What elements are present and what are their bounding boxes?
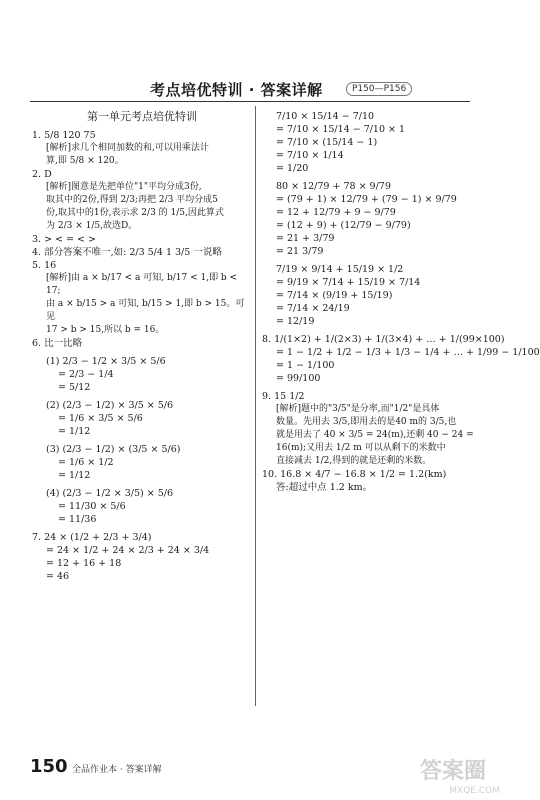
math-line: = 12 + 16 + 18 bbox=[46, 558, 122, 569]
math-line: = 1/6 × 3/5 × 5/6 bbox=[58, 413, 143, 424]
explanation-line: [解析]图意是先把单位"1"平均分成3份, bbox=[46, 182, 202, 192]
page-number: 150 bbox=[30, 756, 68, 777]
math-line: = 1/20 bbox=[276, 163, 309, 174]
answer-line: 10. 16.8 × 4/7 − 16.8 × 1/2 = 1.2(km) bbox=[262, 469, 447, 480]
math-line: = 7/10 × (15/14 − 1) bbox=[276, 137, 378, 148]
math-line: = 12 + 12/79 + 9 − 9/79 bbox=[276, 207, 396, 218]
answer-line: 7. 24 × (1/2 + 2/3 + 3/4) bbox=[32, 532, 152, 543]
explanation-line: 17 > b > 15,所以 b = 16。 bbox=[46, 325, 165, 335]
math-line: = (79 + 1) × 12/79 + (79 − 1) × 9/79 bbox=[276, 194, 457, 205]
explanation-line: [解析]由 a × b/17 < a 可知, b/17 < 1,即 b < 17; bbox=[46, 273, 238, 296]
page-header bbox=[0, 0, 500, 112]
header-title: 考点培优特训 · 答案详解 bbox=[150, 81, 323, 99]
math-line: 80 × 12/79 + 78 × 9/79 bbox=[276, 181, 391, 192]
math-line: = 7/10 × 1/14 bbox=[276, 150, 344, 161]
math-line: = 21 3/79 bbox=[276, 246, 324, 257]
math-line: = 99/100 bbox=[276, 373, 321, 384]
answer-line: 1. 5/8 120 75 bbox=[32, 130, 96, 141]
explanation-line: 为 2/3 × 1/5,故选D。 bbox=[46, 221, 138, 231]
math-line: 7/10 × 15/14 − 7/10 bbox=[276, 111, 375, 122]
explanation-line: 16(m);又用去 1/2 m 可以从剩下的米数中 bbox=[276, 443, 446, 453]
math-line: = 11/30 × 5/6 bbox=[58, 501, 126, 512]
math-line: = 12/19 bbox=[276, 316, 315, 327]
header-page-range: P150—P156 bbox=[346, 82, 412, 96]
answer-line: 2. D bbox=[32, 169, 52, 180]
math-line: = 1 − 1/2 + 1/2 − 1/3 + 1/3 − 1/4 + … + 1/99 − 1/100 bbox=[276, 347, 540, 358]
math-line: = (12 + 9) + (12/79 − 9/79) bbox=[276, 220, 411, 231]
math-line: = 5/12 bbox=[58, 382, 91, 393]
math-line: (1) 2/3 − 1/2 × 3/5 × 5/6 bbox=[46, 356, 166, 367]
watermark-url: MXQE.COM bbox=[449, 786, 500, 796]
explanation-line: 份,取其中的1份,表示求 2/3 的 1/5,因此算式 bbox=[46, 208, 224, 218]
explanation-line: [解析]题中的"3/5"是分率,而"1/2"是具体 bbox=[276, 404, 440, 414]
math-line: = 7/10 × 15/14 − 7/10 × 1 bbox=[276, 124, 406, 135]
math-line: 7/19 × 9/14 + 15/19 × 1/2 bbox=[276, 264, 404, 275]
right-column bbox=[262, 110, 540, 494]
math-line: (4) (2/3 − 1/2 × 3/5) × 5/6 bbox=[46, 488, 174, 499]
left-column bbox=[32, 110, 252, 583]
explanation-line: 由 a × b/15 > a 可知, b/15 > 1,即 b > 15。可见 bbox=[46, 299, 245, 322]
explanation-line: 直接减去 1/2,得到的就是还剩的米数。 bbox=[276, 456, 432, 466]
answer-line: 8. 1/(1×2) + 1/(2×3) + 1/(3×4) + … + 1/(99×100) bbox=[262, 334, 505, 345]
header-rule bbox=[30, 101, 470, 102]
explanation-line: 取其中的2份,得到 2/3;再把 2/3 平均分成5 bbox=[46, 195, 218, 205]
math-line: = 9/19 × 7/14 + 15/19 × 7/14 bbox=[276, 277, 421, 288]
math-line: (2) (2/3 − 1/2) × 3/5 × 5/6 bbox=[46, 400, 174, 411]
math-line: = 1/12 bbox=[58, 426, 91, 437]
answer-line: 5. 16 bbox=[32, 260, 57, 271]
watermark-logo: 答案圈 bbox=[420, 759, 487, 784]
explanation-line: 数量。先用去 3/5,即用去的是40 m的 3/5,也 bbox=[276, 417, 457, 427]
math-line: = 1/12 bbox=[58, 470, 91, 481]
math-line: = 1/6 × 1/2 bbox=[58, 457, 114, 468]
math-line: = 46 bbox=[46, 571, 70, 582]
answer-line: 答:超过中点 1.2 km。 bbox=[276, 482, 373, 493]
explanation-line: [解析]求几个相同加数的和,可以用乘法计 bbox=[46, 143, 209, 153]
answer-line: 4. 部分答案不唯一,如: 2/3 5/4 1 3/5 一说略 bbox=[32, 247, 222, 258]
explanation-line: 就是用去了 40 × 3/5 = 24(m),还剩 40 − 24 = bbox=[276, 430, 474, 440]
page-footer bbox=[30, 756, 470, 780]
math-line: (3) (2/3 − 1/2) × (3/5 × 5/6) bbox=[46, 444, 181, 455]
section-title: 第一单元考点培优特训 bbox=[87, 110, 197, 123]
math-line: = 2/3 − 1/4 bbox=[58, 369, 114, 380]
math-line: = 7/14 × (9/19 + 15/19) bbox=[276, 290, 393, 301]
column-divider bbox=[255, 106, 256, 706]
math-line: = 21 + 3/79 bbox=[276, 233, 335, 244]
math-line: = 24 × 1/2 + 24 × 2/3 + 24 × 3/4 bbox=[46, 545, 210, 556]
footer-text: 全品作业本 · 答案详解 bbox=[72, 765, 162, 775]
answer-line: 6. 比一比略 bbox=[32, 338, 83, 349]
math-line: = 1 − 1/100 bbox=[276, 360, 335, 371]
answer-line: 3. > < = < > bbox=[32, 234, 96, 245]
math-line: = 11/36 bbox=[58, 514, 97, 525]
explanation-line: 算,即 5/8 × 120。 bbox=[46, 156, 124, 166]
math-line: = 7/14 × 24/19 bbox=[276, 303, 350, 314]
answer-line: 9. 15 1/2 bbox=[262, 391, 305, 402]
